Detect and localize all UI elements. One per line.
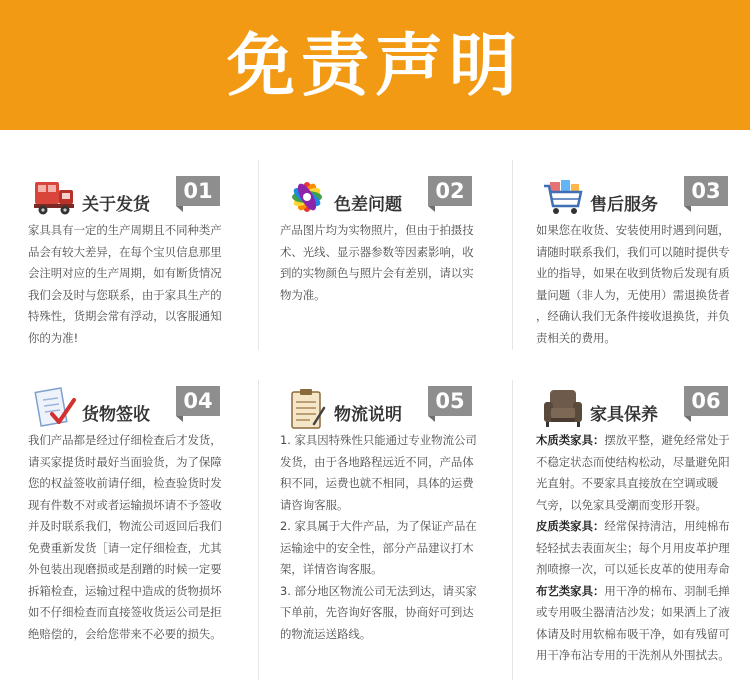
column-divider <box>512 380 513 680</box>
number-badge: 06 <box>684 386 728 416</box>
card-title: 售后服务 <box>590 195 658 215</box>
number-badge: 03 <box>684 176 728 206</box>
text-line: 拆箱检查，运输过程中造成的货物损坏 <box>28 583 222 598</box>
text-line: 家具具有一定的生产周期且不同种类产 <box>28 223 222 237</box>
text-line: 会注明对应的生产周期，如有断货情况 <box>28 266 222 280</box>
text-line: 绝赔偿的，会给您带来不必要的损失。 <box>28 626 222 641</box>
number-badge: 02 <box>428 176 472 206</box>
clipboard-icon <box>284 386 330 432</box>
text-line: 3. 部分地区物流公司无法到达，请买家 <box>280 583 477 598</box>
text-line: 并及时联系我们，物流公司返回后我们 <box>28 519 222 533</box>
card-title: 物流说明 <box>334 405 402 425</box>
column-divider <box>258 160 259 350</box>
card-text <box>280 220 506 306</box>
text-line: 免费重新发货［请一定仔细检查，尤其 <box>28 540 222 555</box>
text-line <box>536 452 750 474</box>
text-line: 如不仔细检查而直接签收货运公司是拒 <box>28 605 222 619</box>
care-category-label: 皮质类家具： <box>536 519 605 533</box>
care-text: 光直射。不要家具直接放在空调或暖 <box>536 476 719 490</box>
text-line: 品会有较大差异，在每个宝贝信息那里 <box>28 244 222 259</box>
text-line <box>536 473 750 495</box>
text-line: 外包装出现磨损或是刮蹭的时候一定要 <box>28 562 222 576</box>
text-line: 你的为准! <box>28 330 79 345</box>
text-line: 到的实物颜色与照片会有差别，请以实 <box>280 266 474 280</box>
text-line <box>536 430 750 452</box>
text-line: 发货，由于各地路程远近不同，产品体 <box>280 454 474 469</box>
text-line <box>536 602 750 624</box>
card-text <box>28 220 254 349</box>
card-title: 货物签收 <box>82 405 150 425</box>
text-line: 请随时联系我们，我们可以随时提供专 <box>536 244 730 259</box>
card-text <box>280 430 506 645</box>
care-text: 剂喷擦一次，可以延长皮革的使用寿命 <box>536 562 730 576</box>
text-line <box>536 645 750 667</box>
text-line <box>536 495 750 517</box>
number-badge: 04 <box>176 386 220 416</box>
text-line: 下单前，先咨询好客服，协商好可到达 <box>280 605 474 619</box>
text-line: 您的权益签收前请仔细，检查验货时发 <box>28 476 222 490</box>
text-line: 特殊性，货期会常有浮动，以客服通知 <box>28 309 222 323</box>
color-wheel-icon <box>284 176 330 222</box>
card-title: 关于发货 <box>82 195 150 215</box>
text-line: 运输途中的安全性，部分产品建议打木 <box>280 540 474 555</box>
care-text: 体请及时用软棉布吸干净，如有残留可 <box>536 626 730 641</box>
text-line: 请买家提货时最好当面验货，为了保障 <box>28 454 222 469</box>
text-line: 现有件数不对或者运输损坏请不予签收 <box>28 497 222 512</box>
text-line: 术、光线、显示器参数等因素影响，收 <box>280 244 474 259</box>
text-line: 业的指导，如果在收到货物后发现有质 <box>536 266 730 280</box>
number-badge: 05 <box>428 386 472 416</box>
shopping-cart-icon <box>540 176 586 222</box>
care-text: 不稳定状态而使结构松动，尽量避免阳 <box>536 454 730 469</box>
banner-title: 免责声明 <box>226 27 523 106</box>
text-line: 2. 家具属于大件产品，为了保证产品在 <box>280 519 477 533</box>
care-text: 气旁，以免家具受潮而变形开裂。 <box>536 497 707 512</box>
card-text <box>28 430 254 645</box>
number-badge: 01 <box>176 176 220 206</box>
checklist-icon <box>32 386 78 432</box>
card-text <box>536 430 750 667</box>
text-line: 的物流运送路线。 <box>280 626 372 641</box>
care-text: 经常保持清洁，用纯棉布 <box>604 519 730 533</box>
text-line: 我们产品都是经过仔细检查后才发货， <box>28 433 222 447</box>
text-line <box>536 581 750 603</box>
care-text: 或专用吸尘器清洁沙发；如果洒上了液 <box>536 605 730 619</box>
column-divider <box>258 380 259 680</box>
text-line: 如果您在收货、安装使用时遇到问题， <box>536 223 730 237</box>
text-line: 1. 家具因特殊性只能通过专业物流公司 <box>280 433 477 447</box>
text-line: 我们会及时与您联系，由于家具生产的 <box>28 287 222 302</box>
armchair-icon <box>540 386 586 432</box>
care-text: 轻轻拭去表面灰尘；每个月用皮革护理 <box>536 540 730 555</box>
truck-icon <box>32 176 78 222</box>
card-title: 色差问题 <box>334 195 402 215</box>
text-line: 请咨询客服。 <box>280 497 349 512</box>
care-text: 用干净布沾专用的干洗剂从外围拭去。 <box>536 648 730 662</box>
text-line: ，经确认我们无条件接收退换货，并负 <box>536 309 730 323</box>
text-line: 积不同，运费也就不相同，具体的运费 <box>280 476 474 490</box>
card-text <box>536 220 750 349</box>
care-category-label: 布艺类家具： <box>536 583 605 598</box>
text-line: 架，详情咨询客服。 <box>280 562 383 576</box>
care-text: 摆放平整，避免经常处于 <box>604 433 730 447</box>
text-line: 量问题（非人为，无使用）需退换货者 <box>536 287 730 302</box>
column-divider <box>512 160 513 350</box>
text-line: 产品图片均为实物照片，但由于拍摄技 <box>280 223 474 237</box>
text-line <box>536 559 750 581</box>
text-line <box>536 538 750 560</box>
card-title: 家具保养 <box>590 405 658 425</box>
text-line <box>536 624 750 646</box>
care-text: 用干净的棉布、羽制毛掸 <box>604 583 730 598</box>
text-line <box>536 516 750 538</box>
text-line: 责相关的费用。 <box>536 330 616 345</box>
text-line: 物为准。 <box>280 287 326 302</box>
care-category-label: 木质类家具： <box>536 433 605 447</box>
banner <box>0 0 750 130</box>
